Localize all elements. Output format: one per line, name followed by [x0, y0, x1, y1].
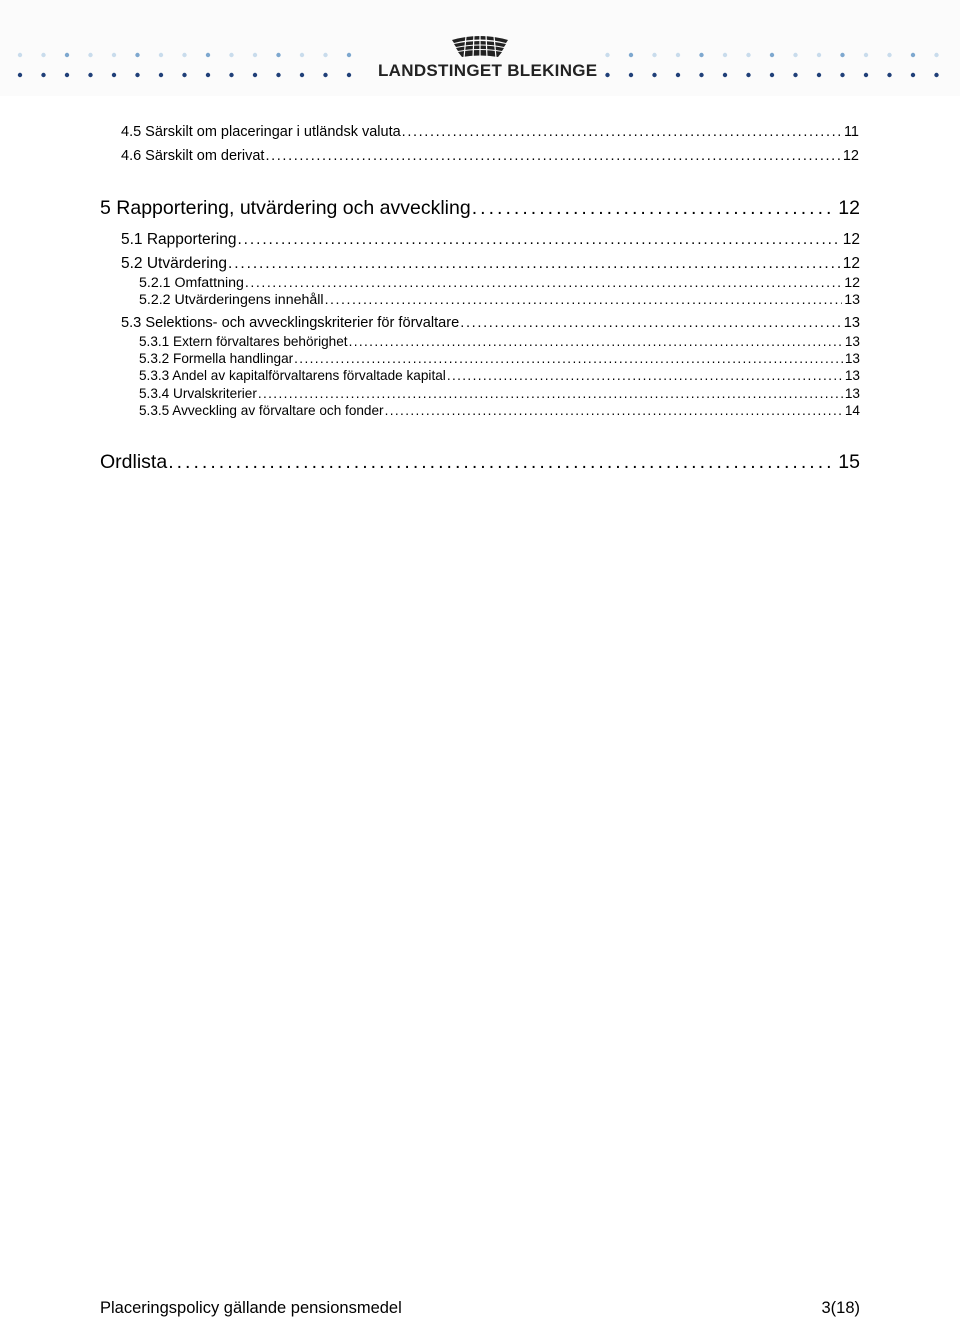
toc-entry-page: 12 [838, 197, 860, 219]
decorative-dot [159, 73, 163, 77]
decorative-dot [652, 73, 656, 77]
toc-entry-title: Ordlista [100, 451, 168, 473]
toc-entry-4-6[interactable] [121, 148, 859, 164]
toc-entry-title: 5.2.2 Utvärderingens innehåll [139, 292, 324, 308]
decorative-dot [629, 53, 633, 57]
decorative-dot [605, 53, 609, 57]
toc-entry-page: 13 [844, 292, 860, 308]
decorative-dot [746, 53, 750, 57]
decorative-dot [229, 53, 233, 57]
logo-text: LANDSTINGET BLEKINGE [378, 61, 598, 80]
decorative-dot [840, 73, 844, 77]
decorative-dot [629, 73, 633, 77]
decorative-dot [323, 53, 327, 57]
decorative-dot [206, 73, 210, 77]
decorative-dot [723, 73, 727, 77]
decorative-dot [135, 73, 139, 77]
toc-entry-title: 5 Rapportering, utvärdering och avveckling [100, 197, 471, 219]
toc-entry-page: 12 [842, 255, 860, 272]
decorative-dot [793, 73, 797, 77]
toc-entry-5-3-5[interactable] [139, 403, 860, 418]
decorative-dot [746, 73, 750, 77]
toc-entry-5-3-4[interactable] [139, 386, 860, 401]
decorative-dot [652, 53, 656, 57]
toc-entry-4-5[interactable] [121, 124, 859, 140]
decorative-dot [770, 53, 774, 57]
toc-entry-page: 13 [844, 334, 860, 349]
toc-entry-title: 5.3.4 Urvalskriterier [139, 386, 257, 401]
toc-entry-5-2-2[interactable] [139, 292, 860, 308]
decorative-dot [723, 53, 727, 57]
toc-entry-title: 5.3 Selektions- och avvecklingskriterier för förvaltare [121, 315, 460, 331]
toc-entry-title: 4.6 Särskilt om derivat [121, 148, 265, 164]
decorative-dot [840, 53, 844, 57]
decorative-dot [347, 53, 351, 57]
toc-entry-page: 15 [838, 451, 860, 473]
toc-entry-5-3-1[interactable] [139, 334, 860, 349]
toc-entry-page: 12 [842, 231, 860, 248]
decorative-dot [65, 73, 69, 77]
decorative-dot [112, 53, 116, 57]
toc-entry-page: 14 [844, 403, 860, 418]
decorative-dot [182, 73, 186, 77]
decorative-dot [911, 53, 915, 57]
toc-entry-page: 12 [844, 275, 860, 291]
toc-entry-ordlista[interactable] [100, 451, 860, 474]
decorative-dot [300, 73, 304, 77]
toc-entry-page: 11 [843, 124, 859, 140]
decorative-dot [323, 73, 327, 77]
decorative-dot [300, 53, 304, 57]
decorative-dot [229, 73, 233, 77]
decorative-dot [135, 53, 139, 57]
decorative-dot [347, 73, 351, 77]
toc-entry-5-2[interactable] [121, 255, 860, 273]
toc-entry-title: 5.3.3 Andel av kapitalförvaltarens förvaltade kapital [139, 368, 446, 383]
decorative-dot [253, 53, 257, 57]
toc-entry-5-3[interactable] [121, 315, 860, 331]
decorative-dot [18, 73, 22, 77]
toc-entry-title: 5.3.2 Formella handlingar [139, 351, 294, 366]
page-header [0, 0, 960, 96]
toc-entry-title: 5.1 Rapportering [121, 231, 237, 248]
toc-entry-title: 5.2.1 Omfattning [139, 275, 244, 291]
toc-entry-page: 13 [844, 351, 860, 366]
decorative-dot [864, 53, 868, 57]
decorative-dot [276, 53, 280, 57]
decorative-dot [41, 53, 45, 57]
decorative-dot [112, 73, 116, 77]
decorative-dot [605, 73, 609, 77]
toc-entry-title: 5.2 Utvärdering [121, 255, 227, 272]
toc-entry-page: 13 [844, 386, 860, 401]
decorative-dot [699, 73, 703, 77]
footer-document-title: Placeringspolicy gällande pensionsmedel [100, 1299, 402, 1317]
decorative-dot [276, 73, 280, 77]
decorative-dot [864, 73, 868, 77]
decorative-dot [699, 53, 703, 57]
toc-entry-page: 13 [843, 315, 860, 331]
toc-entry-title: 5.3.5 Avveckling av förvaltare och fonder [139, 403, 384, 418]
decorative-dot [41, 73, 45, 77]
decorative-dot [65, 53, 69, 57]
decorative-dot [934, 53, 938, 57]
decorative-dot [887, 53, 891, 57]
toc-entry-page: 12 [842, 148, 859, 164]
decorative-dot [676, 73, 680, 77]
decorative-dot [911, 73, 915, 77]
decorative-dot [793, 53, 797, 57]
decorative-dot [88, 53, 92, 57]
decorative-dot [159, 53, 163, 57]
toc-entry-5-3-3[interactable] [139, 368, 860, 383]
footer-page-number: 3(18) [821, 1299, 860, 1317]
decorative-dot [676, 53, 680, 57]
decorative-dot [770, 73, 774, 77]
decorative-dot [817, 53, 821, 57]
decorative-dot [934, 73, 938, 77]
toc-entry-5-3-2[interactable] [139, 351, 860, 366]
decorative-dot [253, 73, 257, 77]
toc-entry-page: 13 [844, 368, 860, 383]
toc-entry-5[interactable] [100, 197, 860, 220]
toc-entry-title: 4.5 Särskilt om placeringar i utländsk valuta [121, 124, 401, 140]
decorative-dot [88, 73, 92, 77]
toc-entry-5-2-1[interactable] [139, 275, 860, 291]
decorative-dot [887, 73, 891, 77]
toc-entry-title: 5.3.1 Extern förvaltares behörighet [139, 334, 348, 349]
decorative-dot [817, 73, 821, 77]
decorative-dot [206, 53, 210, 57]
toc-entry-5-1[interactable] [121, 231, 860, 249]
decorative-dot [18, 53, 22, 57]
decorative-dot [182, 53, 186, 57]
